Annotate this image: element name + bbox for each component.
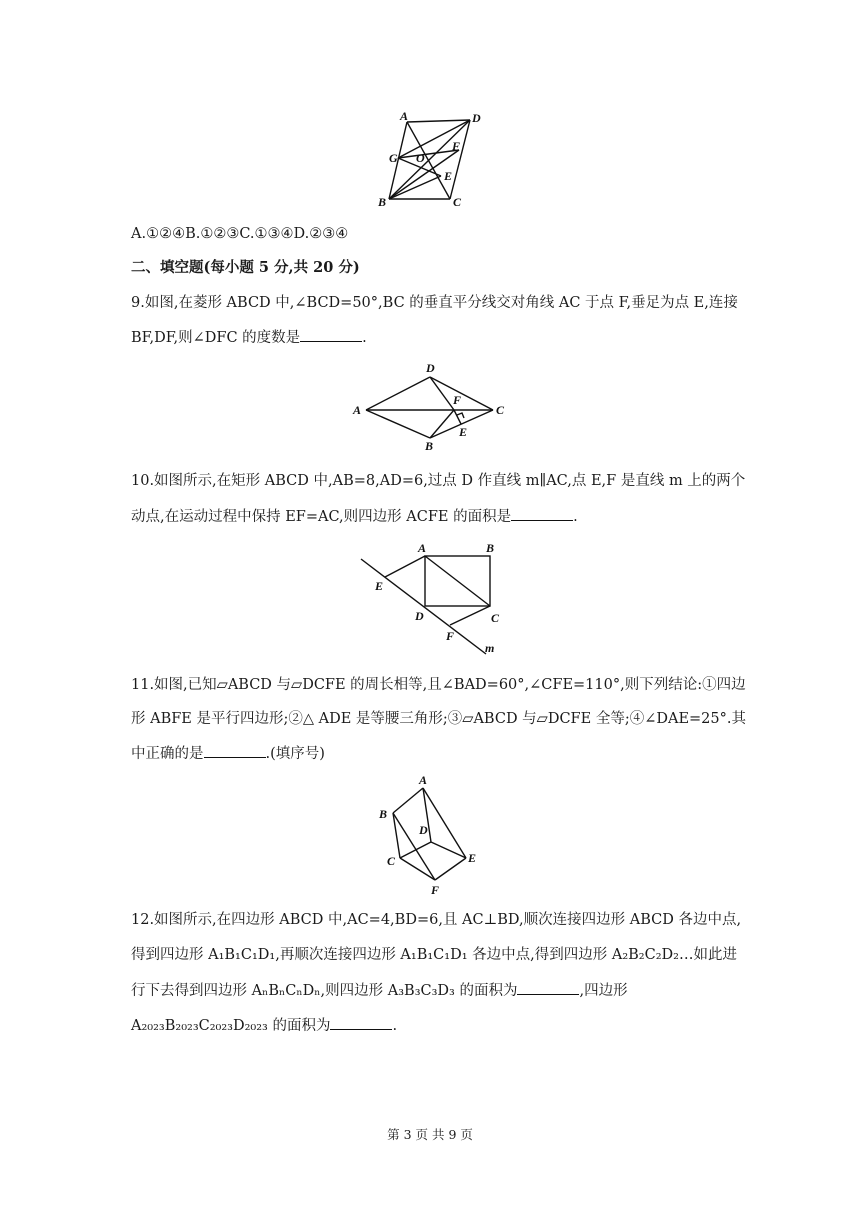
q9-text: BF,DF,则∠DFC 的度数是 <box>131 330 301 346</box>
q11-line3 <box>131 743 325 764</box>
q9-label-e: E <box>459 425 468 439</box>
q11-figure-svg <box>372 770 488 898</box>
q10-text: 动点,在运动过程中保持 EF=AC,则四边形 ACFE 的面积是 <box>131 509 512 525</box>
q9-answer-blank[interactable] <box>300 327 362 342</box>
q12-answer-blank-2[interactable] <box>330 1015 392 1030</box>
q10-label-b: B <box>486 541 495 555</box>
q11-line1: 11.如图,已知▱ABCD 与▱DCFE 的周长相等,且∠BAD=60°,∠CFE=110°,则下列结论:①四边 <box>131 677 746 693</box>
q8-options: A.①②④B.①②③C.①③④D.②③④ <box>131 226 349 242</box>
q8-label-f: F <box>452 139 461 153</box>
q8-label-o: O <box>416 151 425 165</box>
q10-line1: 10.如图所示,在矩形 ABCD 中,AB=8,AD=6,过点 D 作直线 m∥AC,点 E,F 是直线 m 上的两个 <box>131 473 746 489</box>
q10-label-e: E <box>375 579 384 593</box>
q9-label-a: A <box>353 403 362 417</box>
q12-line2: 得到四边形 A₁B₁C₁D₁,再顺次连接四边形 A₁B₁C₁D₁ 各边中点,得到四边形 A₂B₂C₂D₂…如此进 <box>131 947 737 963</box>
q11-answer-blank[interactable] <box>204 743 266 758</box>
q10-line2 <box>131 506 578 527</box>
q11-label-d: D <box>419 823 428 837</box>
q9-line2 <box>131 327 367 348</box>
section-title: 二、填空题(每小题 5 分,共 20 分) <box>131 259 360 276</box>
q8-label-b: B <box>378 195 387 209</box>
q10-answer-blank[interactable] <box>511 506 573 521</box>
q8-label-g: G <box>389 151 398 165</box>
q11-tail: .(填序号) <box>265 746 325 762</box>
q9-label-c: C <box>496 403 505 417</box>
q11-label-a: A <box>419 773 428 787</box>
q10-label-a: A <box>418 541 427 555</box>
q11-label-b: B <box>379 807 388 821</box>
q12-line4 <box>131 1015 397 1036</box>
q8-label-e: E <box>444 169 453 183</box>
q12-text-c: A₂₀₂₃B₂₀₂₃C₂₀₂₃D₂₀₂₃ 的面积为 <box>131 1018 331 1034</box>
page-footer: 第 3 页 共 9 页 <box>387 1127 473 1142</box>
q8-figure <box>372 108 492 212</box>
q9-line1: 9.如图,在菱形 ABCD 中,∠BCD=50°,BC 的垂直平分线交对角线 AC 于点 F,垂足为点 E,连接 <box>131 295 738 311</box>
q10-figure <box>356 540 506 656</box>
q11-label-c: C <box>387 854 396 868</box>
q8-label-d: D <box>472 111 481 125</box>
q9-label-d: D <box>426 361 435 375</box>
q11-line2: 形 ABFE 是平行四边形;②△ ADE 是等腰三角形;③▱ABCD 与▱DCFE 全等;④∠DAE=25°.其 <box>131 711 746 727</box>
q11-label-e: E <box>468 851 477 865</box>
q9-label-b: B <box>425 439 434 453</box>
q11-label-f: F <box>431 883 440 897</box>
q9-figure-svg <box>346 360 514 454</box>
q10-label-f: F <box>446 629 455 643</box>
q9-label-f: F <box>453 393 462 407</box>
q12-answer-blank-1[interactable] <box>517 980 579 995</box>
q8-label-a: A <box>400 109 409 123</box>
q10-label-c: C <box>491 611 500 625</box>
q10-label-d: D <box>415 609 424 623</box>
q11-text: 中正确的是 <box>131 746 204 762</box>
q9-figure <box>346 360 514 454</box>
q11-figure <box>372 770 488 898</box>
q8-label-c: C <box>453 195 462 209</box>
q10-figure-svg <box>356 540 506 656</box>
q12-tail: . <box>392 1018 398 1034</box>
q8-figure-svg <box>372 108 492 212</box>
q12-text-a: 行下去得到四边形 AₙBₙCₙDₙ,则四边形 A₃B₃C₃D₃ 的面积为 <box>131 983 518 999</box>
q12-line1: 12.如图所示,在四边形 ABCD 中,AC=4,BD=6,且 AC⊥BD,顺次连接四边形 ABCD 各边中点, <box>131 912 742 928</box>
q10-label-m: m <box>485 641 495 655</box>
q12-line3 <box>131 980 628 1001</box>
q12-text-b: ,四边形 <box>579 983 628 999</box>
q10-tail: . <box>573 509 578 525</box>
q9-tail: . <box>362 330 367 346</box>
